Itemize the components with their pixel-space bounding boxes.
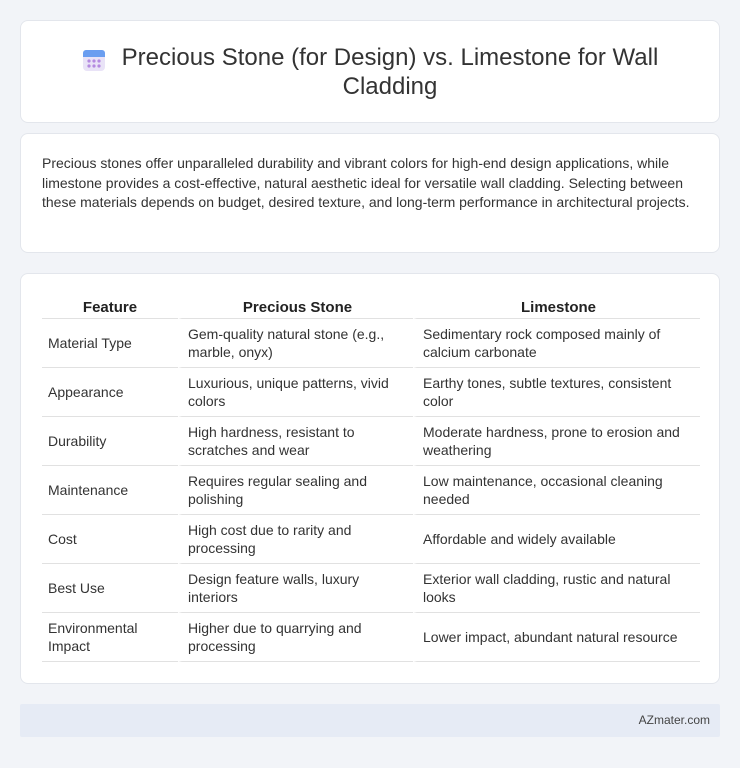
title-card (20, 20, 720, 123)
feature-cell: Best Use (42, 564, 178, 613)
precious-stone-cell: Luxurious, unique patterns, vivid colors (178, 368, 413, 417)
footer-bar (20, 704, 720, 737)
feature-cell: Environmental Impact (42, 613, 178, 662)
intro-card (20, 133, 720, 253)
intro-paragraph: Precious stones offer unparalleled durability and vibrant colors for high-end design applications, while limestone provides a cost-effective, natural aesthetic ideal for versatile wall cladding. Selecting between these materials depends on budget, desired texture, and long-term performance in architectural projects. (42, 155, 690, 210)
header-precious-stone: Precious Stone (178, 296, 413, 319)
footer-site-link[interactable]: AZmater.com (638, 713, 710, 727)
limestone-cell: Earthy tones, subtle textures, consistent color (413, 368, 700, 417)
feature-cell: Appearance (42, 368, 178, 417)
limestone-cell: Lower impact, abundant natural resource (413, 613, 700, 662)
limestone-cell: Sedimentary rock composed mainly of calcium carbonate (413, 319, 700, 368)
table-header-row (42, 296, 700, 319)
table-row (42, 564, 700, 613)
header-limestone: Limestone (413, 296, 700, 319)
table-row (42, 466, 700, 515)
feature-cell: Maintenance (42, 466, 178, 515)
comparison-card (20, 273, 720, 684)
limestone-cell: Moderate hardness, prone to erosion and weathering (413, 417, 700, 466)
precious-stone-cell: Design feature walls, luxury interiors (178, 564, 413, 613)
table-row (42, 613, 700, 662)
precious-stone-cell: High hardness, resistant to scratches and wear (178, 417, 413, 466)
header-feature: Feature (42, 296, 178, 319)
limestone-cell: Affordable and widely available (413, 515, 700, 564)
precious-stone-cell: Requires regular sealing and polishing (178, 466, 413, 515)
table-row (42, 319, 700, 368)
table-row (42, 515, 700, 564)
feature-cell: Material Type (42, 319, 178, 368)
precious-stone-cell: Gem-quality natural stone (e.g., marble, onyx) (178, 319, 413, 368)
table-row (42, 417, 700, 466)
limestone-cell: Exterior wall cladding, rustic and natural looks (413, 564, 700, 613)
feature-cell: Durability (42, 417, 178, 466)
precious-stone-cell: Higher due to quarrying and processing (178, 613, 413, 662)
feature-cell: Cost (42, 515, 178, 564)
limestone-cell: Low maintenance, occasional cleaning needed (413, 466, 700, 515)
page-title: Precious Stone (for Design) vs. Limestone for Wall Cladding (121, 43, 659, 100)
comparison-table (42, 296, 700, 662)
precious-stone-cell: High cost due to rarity and processing (178, 515, 413, 564)
table-row (42, 368, 700, 417)
